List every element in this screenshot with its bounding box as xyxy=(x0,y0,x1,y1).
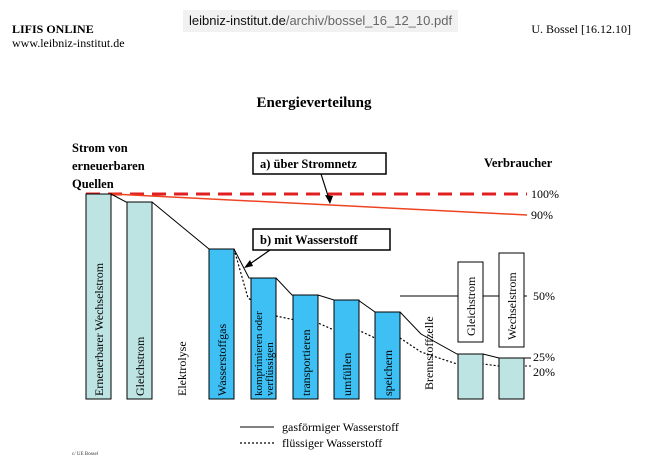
site-url: www.leibniz-institut.de xyxy=(12,36,125,50)
percent-90: 90% xyxy=(531,208,553,222)
percent-50: 50% xyxy=(533,289,555,303)
grid-line-90 xyxy=(112,194,527,215)
step-label-umfuellen: umfüllen xyxy=(340,352,354,396)
legend-gas-label: gasförmiger Wasserstoff xyxy=(282,420,399,434)
step-label-komprimieren: komprimieren oder xyxy=(253,311,265,396)
diagram-title: Energieverteilung xyxy=(256,95,372,111)
step-label-brennstoffzelle: Brennstoffzelle xyxy=(422,316,436,390)
step-label-wechselstrom-out: Wechselstrom xyxy=(505,272,519,340)
source-label-1: Strom von xyxy=(72,141,128,155)
percent-100: 100% xyxy=(531,187,559,201)
bar-gleichstrom-out xyxy=(458,354,483,399)
step-label-elektrolyse: Elektrolyse xyxy=(175,341,189,396)
step-label-gleichstrom: Gleichstrom xyxy=(133,336,147,396)
footer-credit: c/ UE Bossel xyxy=(72,452,99,457)
url-path: /archiv/bossel_16_12_10.pdf xyxy=(285,13,453,28)
step-label-gleichstrom-out: Gleichstrom xyxy=(464,276,478,336)
bar-wechselstrom-out xyxy=(499,358,524,399)
percent-20: 20% xyxy=(533,365,555,379)
step-label-wasserstoffgas: Wasserstoffgas xyxy=(215,323,229,396)
org-name: LIFIS ONLINE xyxy=(12,22,94,36)
author-date: U. Bossel [16.12.10] xyxy=(531,22,631,36)
source-label-2: erneuerbaren xyxy=(72,159,145,173)
step-label-speichern: speichern xyxy=(381,350,395,396)
consumer-label: Verbraucher xyxy=(484,156,553,170)
route-a-arrowhead xyxy=(325,195,333,204)
step-label-wechselstrom: Erneuerbarer Wechselstrom xyxy=(92,262,106,396)
source-label-3: Quellen xyxy=(72,177,114,191)
url-domain: leibniz-institut.de xyxy=(189,13,286,28)
route-b-label: b) mit Wasserstoff xyxy=(260,233,358,247)
legend-liquid-label: flüssiger Wasserstoff xyxy=(282,436,383,450)
step-label-verfluessigen: verflüssigen xyxy=(264,342,276,396)
route-b-arrowhead xyxy=(244,260,253,268)
percent-25: 25% xyxy=(533,350,555,364)
step-label-transportieren: transportieren xyxy=(299,329,313,396)
route-a-label: a) über Stromnetz xyxy=(260,157,357,171)
